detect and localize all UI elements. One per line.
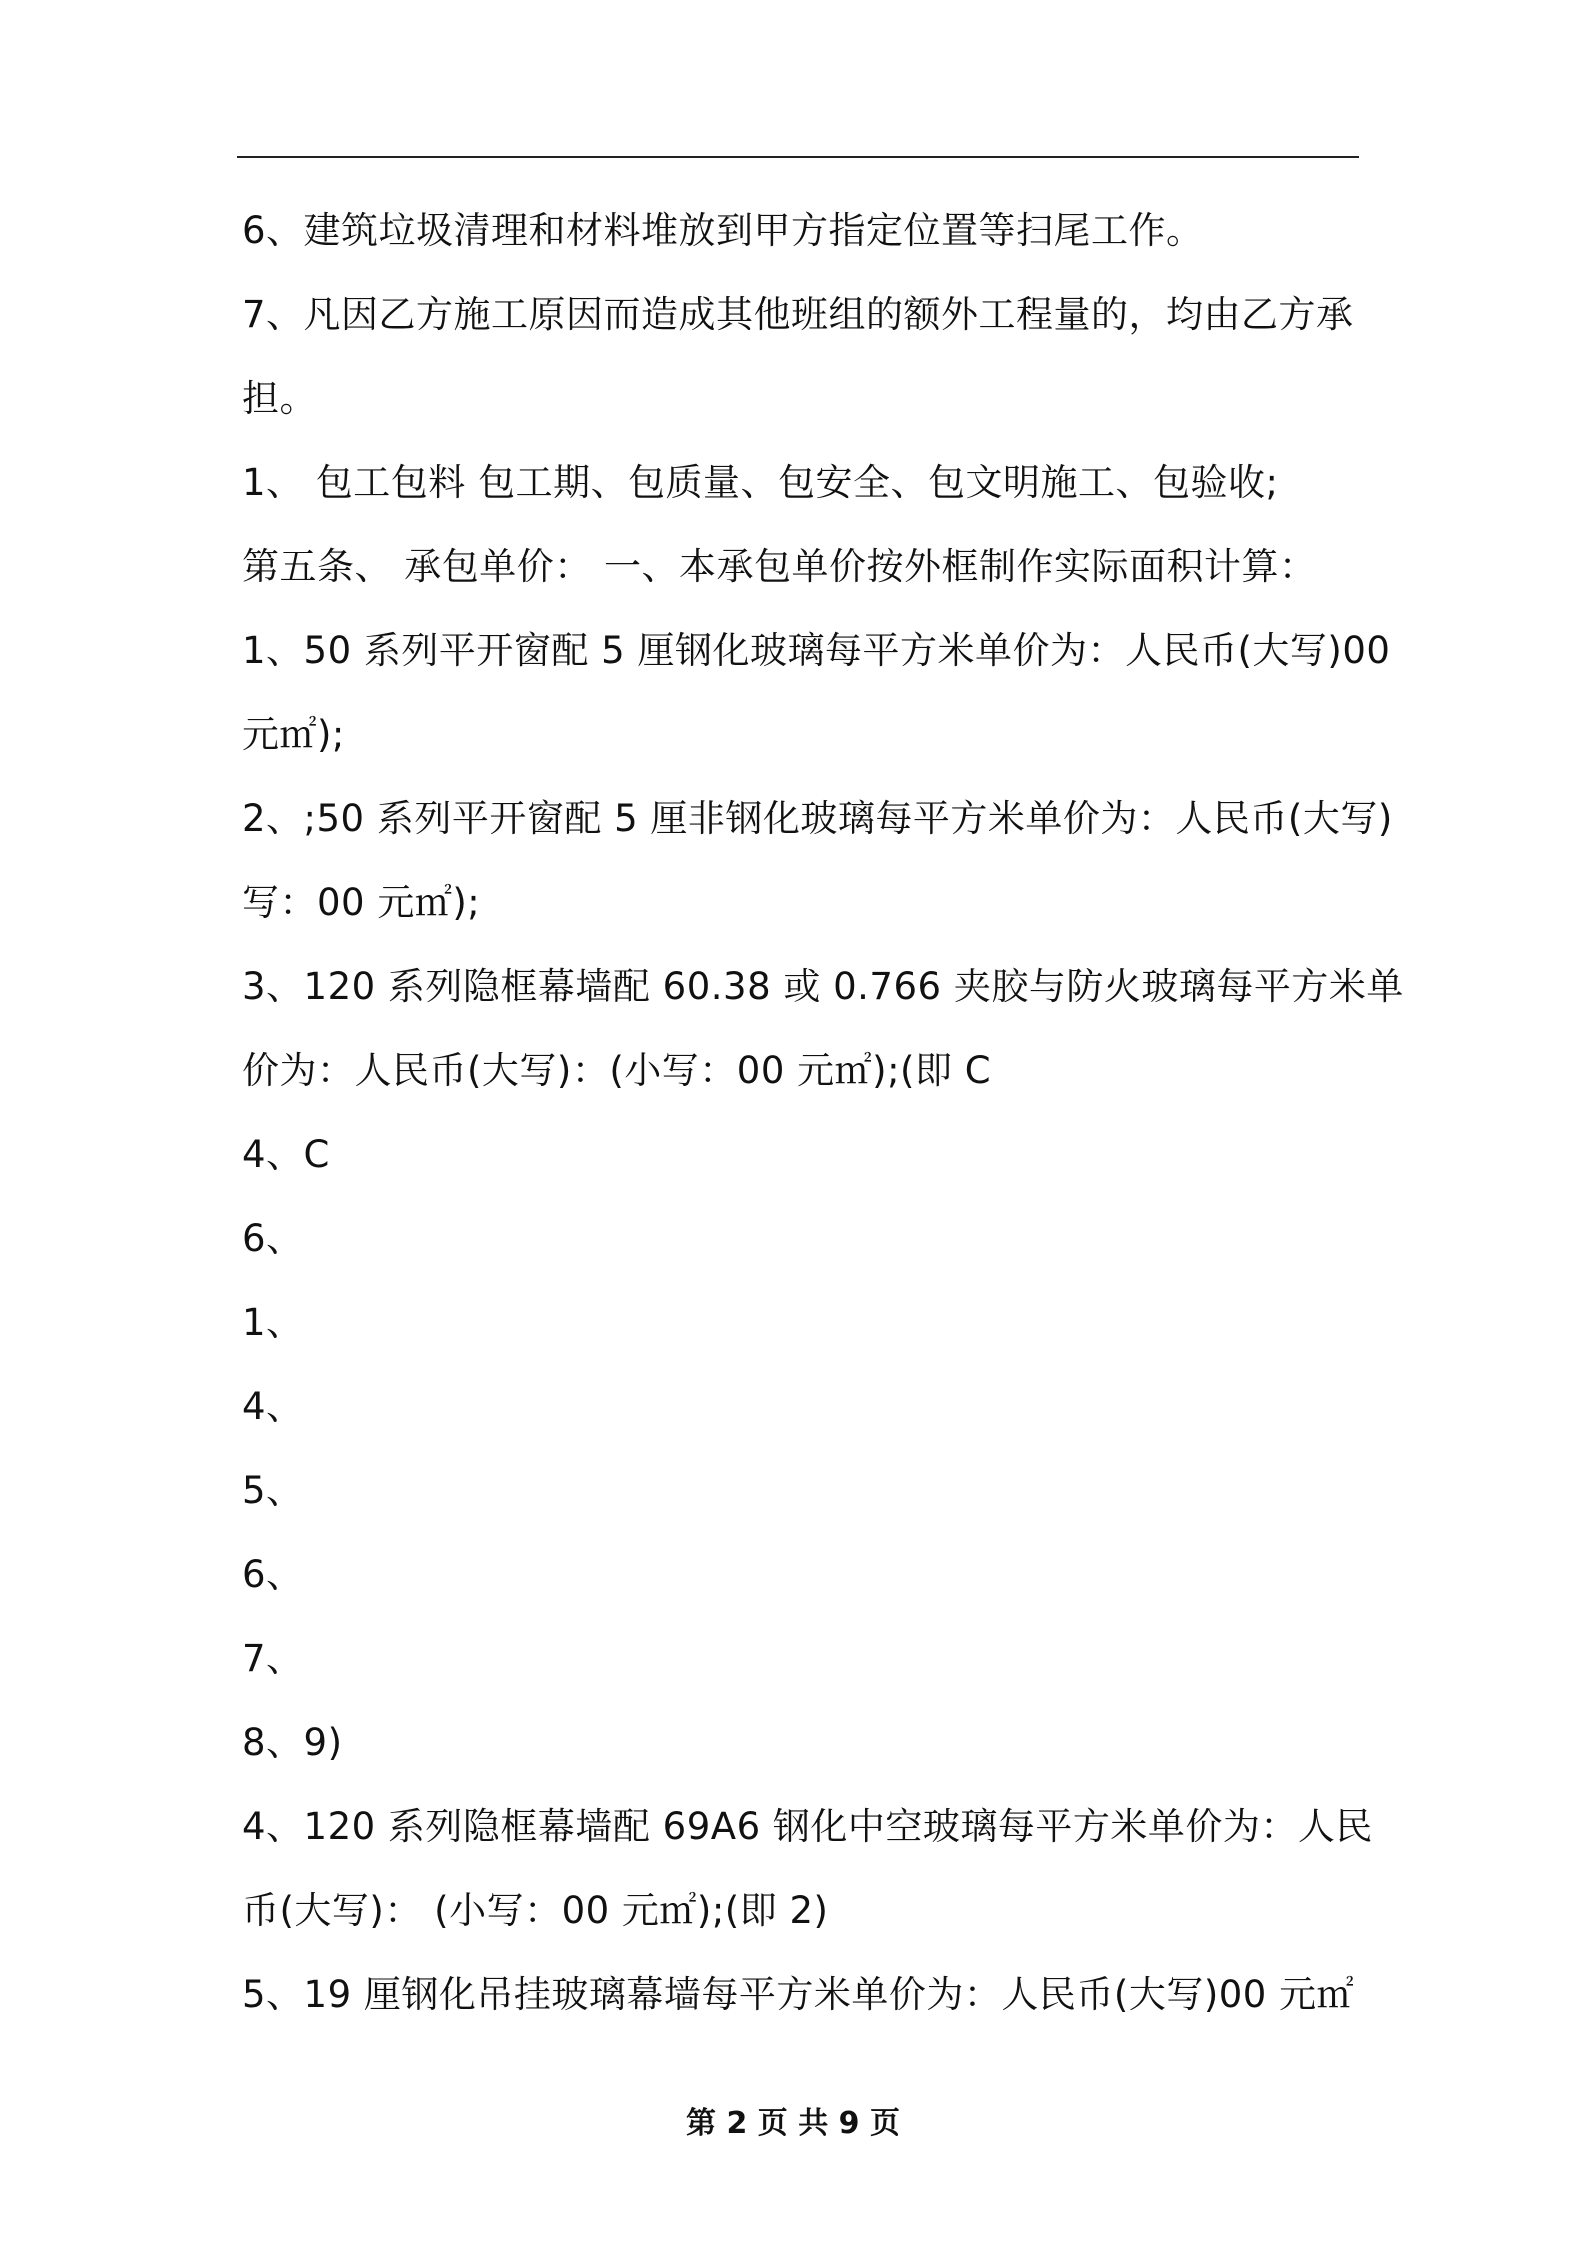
section-heading-line: 第五条、 承包单价： 一、本承包单价按外框制作实际面积计算： <box>242 545 1317 588</box>
text-line: 1、 包工包料 包工期、包质量、包安全、包文明施工、包验收; <box>242 461 1279 504</box>
text-line: 2、;50 系列平开窗配 5 厘非钢化玻璃每平方米单价为：人民币(大写) <box>242 797 1393 840</box>
text-line: 担。 <box>242 377 317 420</box>
text-line: 6、 <box>242 1217 304 1260</box>
text-line: 4、C <box>242 1133 330 1176</box>
text-line: 元㎡); <box>242 713 345 756</box>
text-line: 6、建筑垃圾清理和材料堆放到甲方指定位置等扫尾工作。 <box>242 209 1204 252</box>
text-line: 写：00 元㎡); <box>242 881 481 924</box>
text-line: 价为：人民币(大写)：(小写：00 元㎡);(即 C <box>242 1049 992 1092</box>
text-line: 1、 <box>242 1301 304 1344</box>
document-body <box>242 196 1404 2044</box>
text-line: 8、9) <box>242 1721 343 1764</box>
text-line: 7、凡因乙方施工原因而造成其他班组的额外工程量的，均由乙方承 <box>242 293 1354 336</box>
page-number-footer: 第 2 页 共 9 页 <box>686 2106 900 2141</box>
text-line: 4、 <box>242 1385 304 1428</box>
text-line: 币(大写)： (小写：00 元㎡);(即 2) <box>242 1889 829 1932</box>
header-rule <box>237 156 1359 158</box>
text-line: 3、120 系列隐框幕墙配 60.38 或 0.766 夹胶与防火玻璃每平方米单 <box>242 965 1404 1008</box>
text-line: 6、 <box>242 1553 304 1596</box>
text-line: 7、 <box>242 1637 304 1680</box>
text-line: 5、 <box>242 1469 304 1512</box>
text-line: 1、50 系列平开窗配 5 厘钢化玻璃每平方米单价为：人民币(大写)00 <box>242 629 1391 672</box>
text-line: 5、19 厘钢化吊挂玻璃幕墙每平方米单价为：人民币(大写)00 元㎡ <box>242 1973 1355 2016</box>
text-line: 4、120 系列隐框幕墙配 69A6 钢化中空玻璃每平方米单价为：人民 <box>242 1805 1373 1848</box>
